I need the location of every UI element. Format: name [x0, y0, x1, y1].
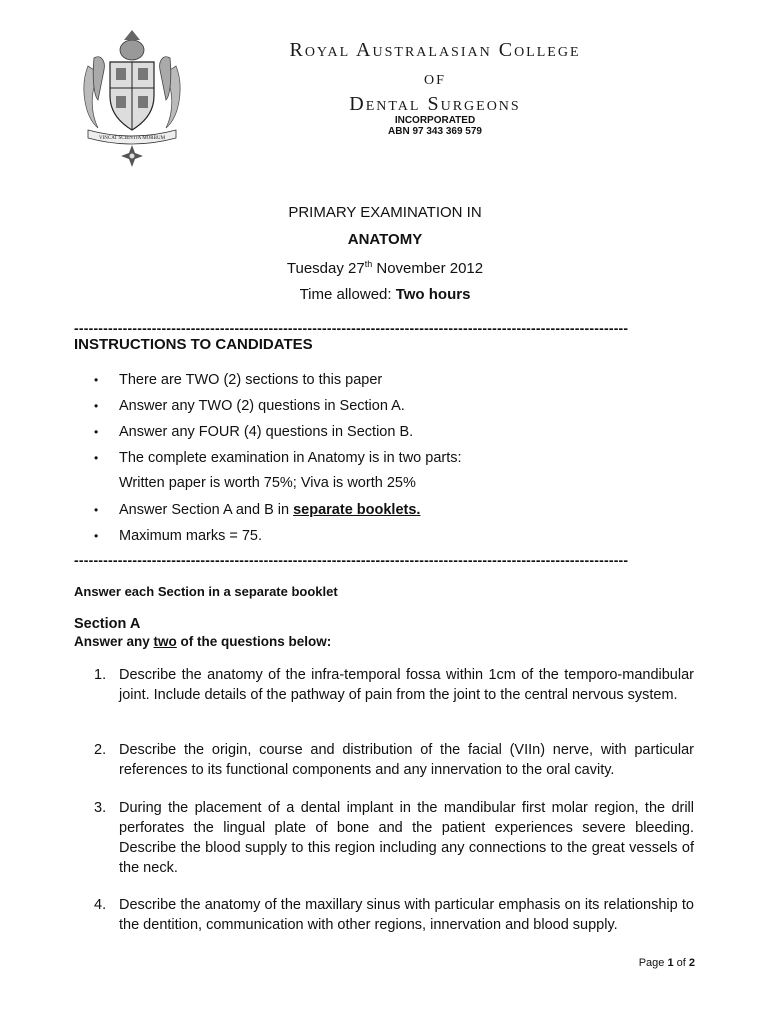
page-number: 1 [667, 957, 674, 969]
section-a-title: Section A [74, 616, 141, 632]
question-number: 1. [94, 667, 107, 683]
instruction-text: Maximum marks = 75. [119, 528, 263, 544]
section-instr-pre: Answer any [74, 634, 154, 649]
college-name-line3: Dental Surgeons [349, 93, 521, 115]
instruction-item [94, 449, 462, 467]
question-number: 3. [94, 800, 107, 816]
section-a-instruction [74, 634, 331, 649]
instruction-item [94, 501, 420, 519]
instruction-item [94, 371, 382, 389]
instruction-text: The complete examination in Anatomy is in two parts: [119, 450, 462, 466]
date-suffix: November 2012 [372, 260, 484, 277]
divider-bottom: ------------------------------------------------------------------------------------------------------------------ [74, 552, 629, 568]
exam-title: PRIMARY EXAMINATION IN [288, 204, 482, 221]
college-crest-logo [80, 26, 184, 168]
exam-subject: ANATOMY [347, 231, 423, 248]
college-name-line1: Royal Australasian College [289, 39, 581, 61]
page-footer [600, 957, 695, 969]
crest-motto: VINCAT SCIENTIA MORBUM [98, 136, 166, 141]
bullet-glyph: • [94, 399, 99, 413]
instruction-text: Answer any FOUR (4) questions in Section B. [119, 424, 414, 440]
bullet-glyph: • [94, 451, 99, 465]
bullet-glyph: • [94, 373, 99, 387]
question-text: During the placement of a dental implant in the mandibular first molar region, the drill perforates the lingual plate of bone and the patient experiences severe bleeding. Describe the blood supply to this region including any connections to the great vessels of the neck. [119, 800, 694, 876]
instructions-heading: INSTRUCTIONS TO CANDIDATES [74, 336, 313, 353]
separate-booklets-emphasis: separate booklets. [293, 502, 421, 518]
abn-number: ABN 97 343 369 579 [388, 126, 482, 137]
time-value: Two hours [395, 286, 471, 303]
page-of-label: of [673, 957, 689, 969]
question-text: Describe the origin, course and distribution of the facial (VIIn) nerve, with particular references to its functional components and any innervation to the oral cavity. [119, 742, 694, 778]
instruction-continuation: Written paper is worth 75%; Viva is worth 25% [119, 475, 416, 491]
time-label: Time allowed: [299, 286, 396, 303]
question-item [94, 740, 694, 780]
question-text: Describe the anatomy of the infra-temporal fossa within 1cm of the temporo-mandibular joint. Include details of the pathway of pain from the joint to the central nervous system. [119, 667, 694, 703]
instruction-text: Answer any TWO (2) questions in Section A. [119, 398, 405, 414]
instruction-text-pre: Answer Section A and B in [119, 502, 294, 518]
bullet-glyph: • [94, 425, 99, 439]
question-text: Describe the anatomy of the maxillary sinus with particular emphasis on its relationship to the dentition, communication with other regions, innervation and blood supply. [119, 897, 694, 933]
date-ordinal: th [364, 259, 373, 269]
question-item [94, 895, 694, 935]
question-item [94, 665, 694, 705]
instruction-item [94, 397, 405, 415]
section-instr-post: of the questions below: [176, 634, 332, 649]
divider-top: ------------------------------------------------------------------------------------------------------------------ [74, 320, 629, 336]
college-name-line2: of [424, 67, 446, 89]
instruction-text [119, 501, 420, 519]
question-item [94, 798, 694, 878]
booklet-note: Answer each Section in a separate booklet [74, 584, 338, 599]
question-number: 4. [94, 897, 107, 913]
bullet-glyph: • [94, 529, 99, 543]
bullet-glyph: • [94, 503, 99, 517]
page-label: Page [638, 957, 668, 969]
date-prefix: Tuesday 27 [286, 260, 365, 277]
instruction-item [94, 423, 413, 441]
question-number: 2. [94, 742, 107, 758]
section-instr-emphasis: two [153, 634, 177, 649]
incorporated-label: INCORPORATED [394, 115, 476, 126]
instruction-item [94, 527, 262, 545]
time-allowed [180, 286, 590, 303]
page-total: 2 [688, 957, 695, 969]
exam-date [180, 259, 590, 277]
instruction-text: There are TWO (2) sections to this paper [119, 372, 383, 388]
